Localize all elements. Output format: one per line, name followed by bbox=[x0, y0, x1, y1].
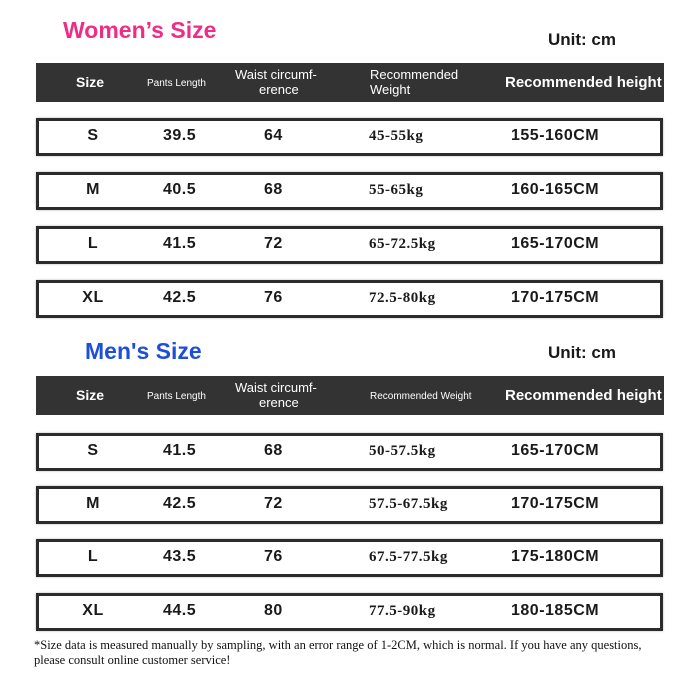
cell-pants-length: 41.5 bbox=[163, 235, 197, 252]
header-waist-line1: Waist circumf- bbox=[235, 67, 317, 82]
women-row-l bbox=[36, 226, 663, 264]
cell-weight: 67.5-77.5kg bbox=[369, 549, 448, 565]
women-row-s bbox=[36, 118, 663, 156]
header-size: Size bbox=[76, 74, 105, 90]
cell-size: L bbox=[87, 235, 99, 252]
cell-weight: 50-57.5kg bbox=[369, 443, 436, 459]
men-table-header bbox=[36, 376, 664, 415]
cell-waist: 68 bbox=[264, 442, 283, 459]
cell-pants-length: 42.5 bbox=[163, 495, 197, 512]
header-size: Size bbox=[76, 387, 105, 403]
cell-pants-length: 41.5 bbox=[163, 442, 197, 459]
men-unit-label: Unit: cm bbox=[548, 343, 616, 362]
cell-size: S bbox=[87, 127, 99, 144]
cell-size: L bbox=[87, 548, 99, 565]
header-height: Recommended height bbox=[505, 387, 662, 404]
header-waist bbox=[235, 380, 345, 410]
cell-waist: 80 bbox=[264, 602, 283, 619]
cell-height: 175-180CM bbox=[511, 548, 600, 565]
cell-waist: 76 bbox=[264, 548, 283, 565]
women-table-header bbox=[36, 63, 664, 102]
cell-height: 170-175CM bbox=[511, 495, 600, 512]
cell-waist: 76 bbox=[264, 289, 283, 306]
header-waist-line2: erence bbox=[259, 82, 299, 97]
cell-size: M bbox=[86, 495, 100, 512]
header-waist-line1: Waist circumf- bbox=[235, 380, 317, 395]
men-row-l bbox=[36, 539, 663, 577]
header-weight-line2: Weight bbox=[370, 82, 411, 97]
cell-pants-length: 44.5 bbox=[163, 602, 197, 619]
men-size-title: Men's Size bbox=[85, 338, 202, 364]
header-waist-line2: erence bbox=[259, 395, 299, 410]
women-unit-label: Unit: cm bbox=[548, 30, 616, 49]
cell-pants-length: 39.5 bbox=[163, 127, 197, 144]
header-weight-line1: Recommended bbox=[370, 67, 459, 82]
cell-weight: 72.5-80kg bbox=[369, 290, 436, 306]
cell-waist: 64 bbox=[264, 127, 283, 144]
cell-size: M bbox=[86, 181, 100, 198]
men-row-m bbox=[36, 486, 663, 524]
women-size-title: Women’s Size bbox=[63, 17, 217, 43]
cell-size: XL bbox=[82, 602, 104, 619]
cell-waist: 68 bbox=[264, 181, 283, 198]
cell-height: 170-175CM bbox=[511, 289, 600, 306]
cell-size: S bbox=[87, 442, 99, 459]
cell-weight: 45-55kg bbox=[369, 128, 424, 144]
women-row-m bbox=[36, 172, 663, 210]
header-weight bbox=[370, 67, 458, 97]
size-footnote: *Size data is measured manually by sampling, with an error range of 1-2CM, which is normal. If you have any questions, please consult online customer service! bbox=[34, 638, 642, 667]
cell-height: 165-170CM bbox=[511, 235, 600, 252]
women-row-xl bbox=[36, 280, 663, 318]
men-row-xl bbox=[36, 593, 663, 631]
cell-height: 165-170CM bbox=[511, 442, 600, 459]
cell-height: 155-160CM bbox=[511, 127, 600, 144]
header-weight: Recommended Weight bbox=[370, 391, 472, 402]
cell-pants-length: 43.5 bbox=[163, 548, 197, 565]
cell-weight: 55-65kg bbox=[369, 182, 424, 198]
cell-height: 180-185CM bbox=[511, 602, 600, 619]
header-pants-length: Pants Length bbox=[147, 78, 206, 89]
header-height: Recommended height bbox=[505, 74, 662, 91]
cell-weight: 77.5-90kg bbox=[369, 603, 436, 619]
cell-size: XL bbox=[82, 289, 104, 306]
header-waist bbox=[235, 67, 345, 97]
cell-pants-length: 42.5 bbox=[163, 289, 197, 306]
cell-pants-length: 40.5 bbox=[163, 181, 197, 198]
cell-waist: 72 bbox=[264, 495, 283, 512]
men-row-s bbox=[36, 433, 663, 471]
header-pants-length: Pants Length bbox=[147, 391, 206, 402]
cell-height: 160-165CM bbox=[511, 181, 600, 198]
cell-weight: 65-72.5kg bbox=[369, 236, 436, 252]
cell-weight: 57.5-67.5kg bbox=[369, 496, 448, 512]
cell-waist: 72 bbox=[264, 235, 283, 252]
